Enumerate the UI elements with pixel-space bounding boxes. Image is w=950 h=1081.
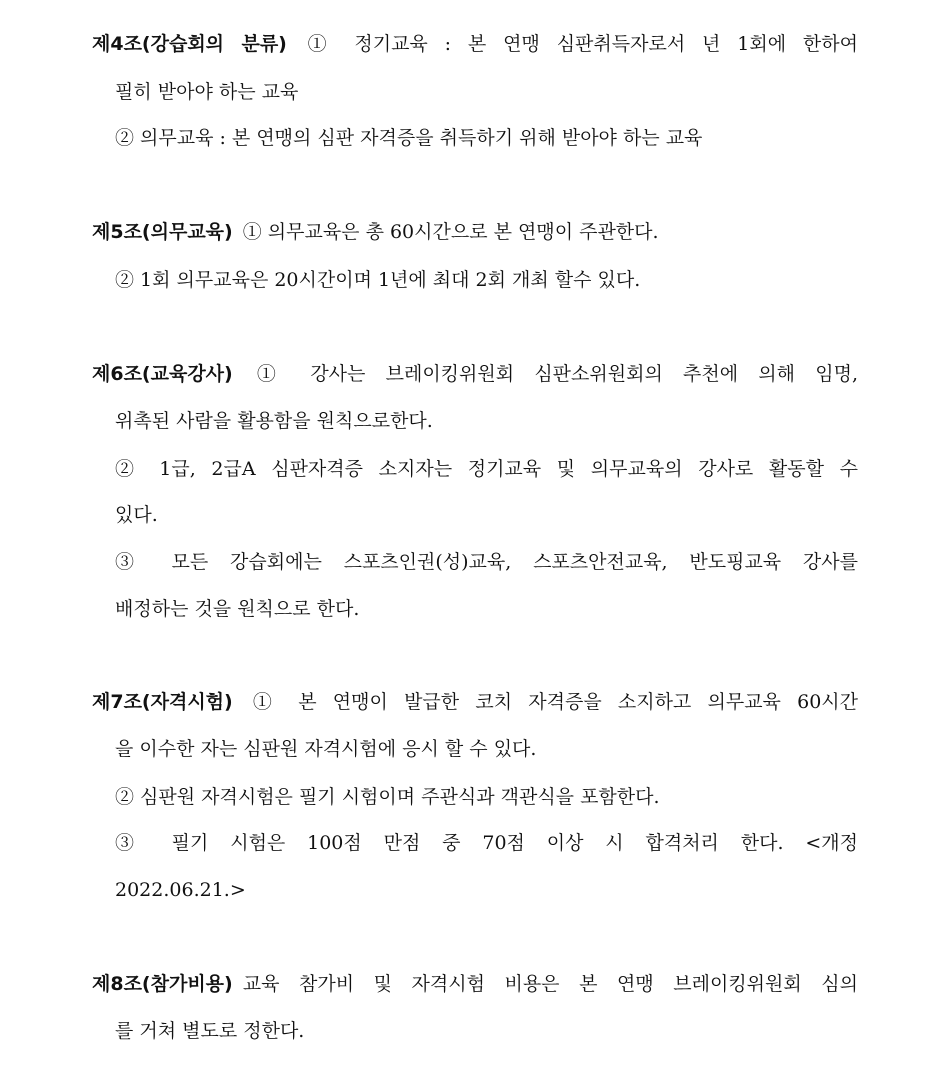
article-6-line-6 bbox=[115, 596, 858, 622]
article-5-heading: 제5조(의무교육) bbox=[92, 221, 233, 243]
article-6-clause-3-cont: 배정하는 것을 원칙으로 한다. bbox=[115, 598, 360, 620]
article-4-clause-1: ① 정기교육 : 본 연맹 심판취득자로서 년 1회에 한하여 bbox=[296, 33, 858, 55]
article-7-line-4 bbox=[115, 830, 858, 856]
article-7-clause-3-cont: 2022.06.21.> bbox=[115, 879, 246, 901]
article-5-line-1 bbox=[92, 219, 858, 245]
article-4-line-1 bbox=[92, 31, 858, 57]
article-7-line-5 bbox=[115, 877, 858, 903]
article-6-line-3 bbox=[115, 456, 858, 482]
article-8-body-cont: 를 거쳐 별도로 정한다. bbox=[115, 1020, 305, 1042]
article-7-line-1 bbox=[92, 689, 858, 715]
article-4-line-3 bbox=[115, 125, 858, 151]
article-7-clause-3: ③ 필기 시험은 100점 만점 중 70점 이상 시 합격처리 한다. <개정 bbox=[115, 832, 858, 854]
article-8-body: 교육 참가비 및 자격시험 비용은 본 연맹 브레이킹위원회 심의 bbox=[242, 973, 858, 995]
article-5-line-2 bbox=[115, 267, 858, 293]
article-6-clause-3: ③ 모든 강습회에는 스포츠인권(성)교육, 스포츠안전교육, 반도핑교육 강사를 bbox=[115, 551, 858, 573]
article-4-clause-2: ② 의무교육 : 본 연맹의 심판 자격증을 취득하기 위해 받아야 하는 교육 bbox=[115, 127, 703, 149]
article-6-line-4 bbox=[115, 502, 858, 528]
article-4-line-2 bbox=[115, 79, 858, 105]
article-7-line-3 bbox=[115, 784, 858, 810]
article-6-line-2 bbox=[115, 408, 858, 434]
article-6-clause-2-cont: 있다. bbox=[115, 504, 158, 526]
article-7-clause-1: ① 본 연맹이 발급한 코치 자격증을 소지하고 의무교육 60시간 bbox=[242, 691, 858, 713]
article-6-heading: 제6조(교육강사) bbox=[92, 363, 233, 385]
article-5-clause-1: ① 의무교육은 총 60시간으로 본 연맹이 주관한다. bbox=[242, 221, 659, 243]
article-6-line-5 bbox=[115, 549, 858, 575]
article-4-clause-1-cont: 필히 받아야 하는 교육 bbox=[115, 81, 299, 103]
article-7-clause-1-cont: 을 이수한 자는 심판원 자격시험에 응시 할 수 있다. bbox=[115, 738, 537, 760]
article-8-line-1 bbox=[92, 971, 858, 997]
article-6-line-1 bbox=[92, 361, 858, 387]
article-6-clause-2: ② 1급, 2급A 심판자격증 소지자는 정기교육 및 의무교육의 강사로 활동할 수 bbox=[115, 458, 858, 480]
article-8-heading: 제8조(참가비용) bbox=[92, 973, 233, 995]
article-7-line-2 bbox=[115, 736, 858, 762]
article-7-heading: 제7조(자격시험) bbox=[92, 691, 233, 713]
article-6-clause-1-cont: 위촉된 사람을 활용함을 원칙으로한다. bbox=[115, 410, 433, 432]
article-7-clause-2: ② 심판원 자격시험은 필기 시험이며 주관식과 객관식을 포함한다. bbox=[115, 786, 660, 808]
article-5-clause-2: ② 1회 의무교육은 20시간이며 1년에 최대 2회 개최 할수 있다. bbox=[115, 269, 641, 291]
article-4-heading: 제4조(강습회의 분류) bbox=[92, 33, 287, 55]
article-6-clause-1: ① 강사는 브레이킹위원회 심판소위원회의 추천에 의해 임명, bbox=[242, 363, 858, 385]
article-8-line-2 bbox=[115, 1018, 858, 1044]
